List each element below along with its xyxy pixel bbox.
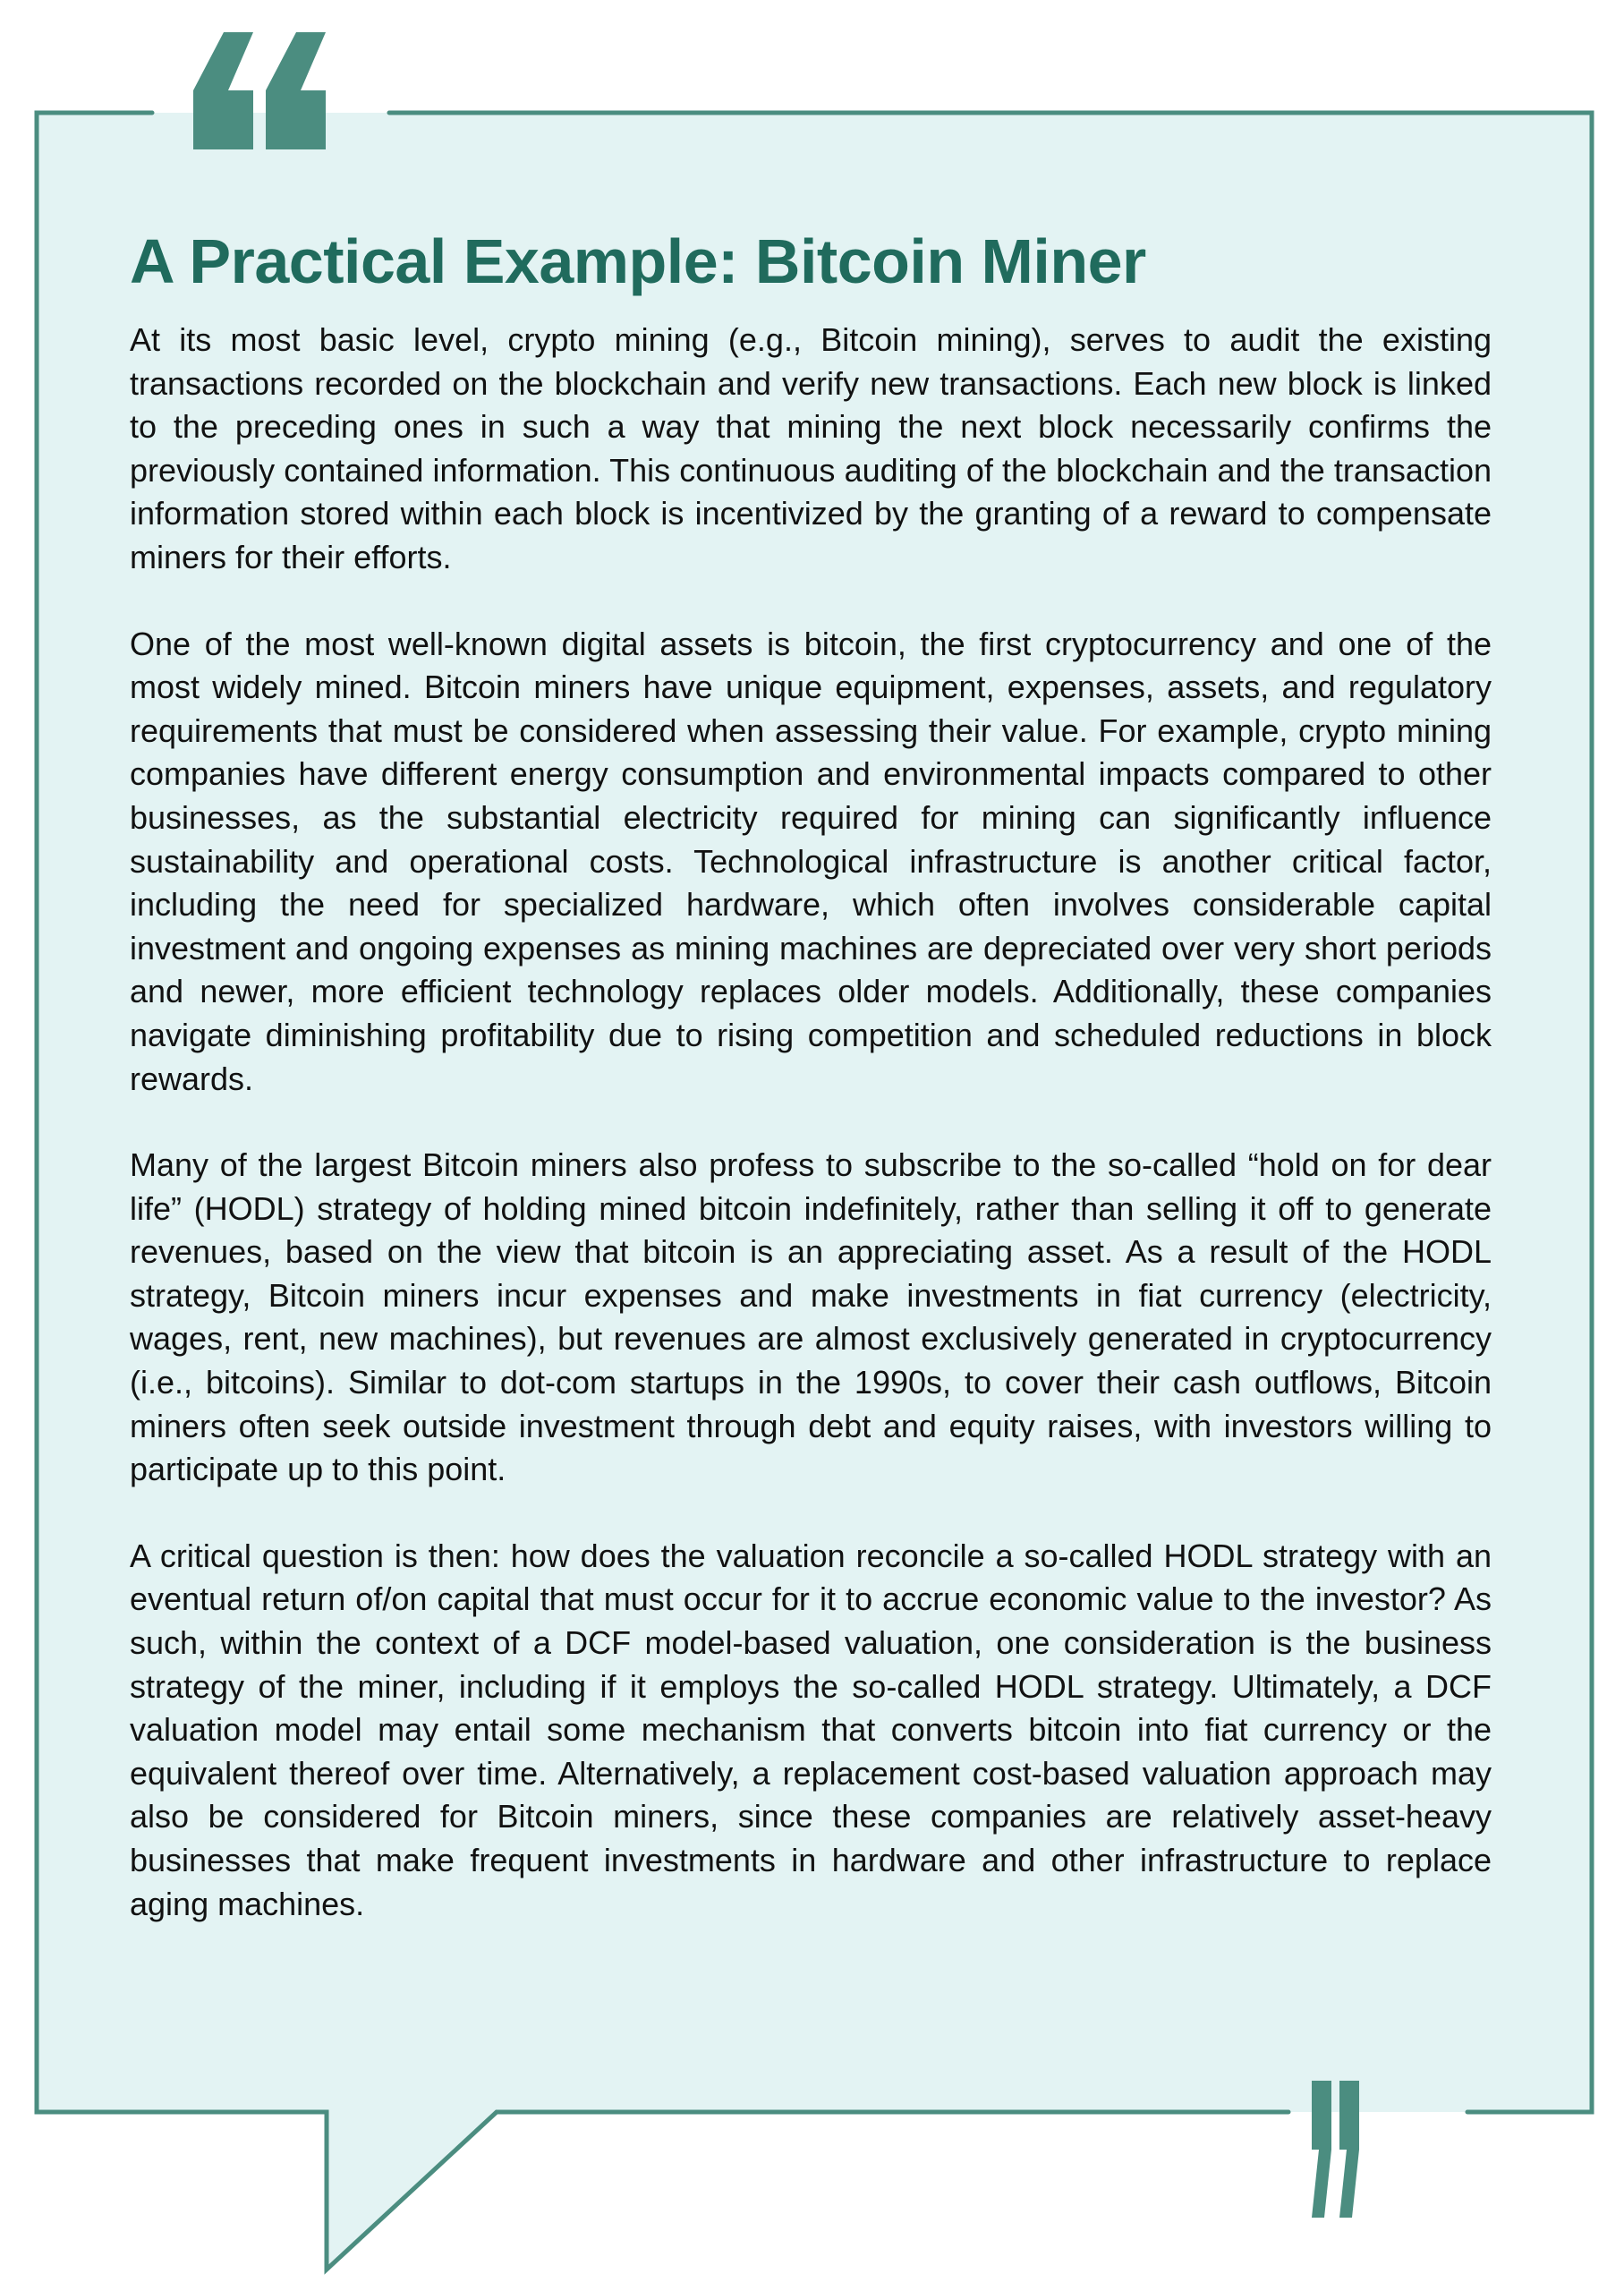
article bbox=[130, 224, 1492, 1969]
paragraph-valuation-question: A critical question is then: how does the valuation reconcile a so-called HODL strategy with an eventual return of/on capital that must occur for it to accrue economic value to the investor? As such, within the context of a DCF model-based valuation, one consideration is the business strategy of the miner, including if it employs the so-called HODL strategy. Ultimately, a DCF valuation model may entail some mechanism that converts bitcoin into fiat currency or the equivalent thereof over time. Alternatively, a replacement cost-based valuation approach may also be considered for Bitcoin miners, since these companies are relatively asset-heavy businesses that make frequent investments in hardware and other infrastructure to replace aging machines. bbox=[130, 1537, 1492, 1922]
paragraph-mining-basics: At its most basic level, crypto mining (e.g., Bitcoin mining), serves to audit the existing transactions recorded on the blockchain and verify new transactions. Each new block is linked to the preceding ones in such a way that mining the next block necessarily confirms the previously contained information. This continuous auditing of the blockchain and the transaction information stored within each block is incentivized by the granting of a reward to compensate miners for their efforts. bbox=[130, 321, 1492, 575]
paragraph-bitcoin-miners: One of the most well-known digital assets is bitcoin, the first cryptocurrency and one of the most widely mined. Bitcoin miners have unique equipment, expenses, assets, and regulatory requirements that must be considered when assessing their value. For example, crypto mining companies have different energy consumption and environmental impacts compared to other businesses, as the substantial electricity required for mining can significantly influence sustainability and operational costs. Technological infrastructure is another critical factor, including the need for specialized hardware, which often involves considerable capital investment and ongoing expenses as mining machines are depreciated over very short periods and newer, more efficient technology replaces older models. Additionally, these companies navigate diminishing profitability due to rising competition and scheduled reductions in block rewards. bbox=[130, 625, 1492, 1097]
page-title: A Practical Example: Bitcoin Miner bbox=[130, 226, 1146, 296]
paragraph-hodl-strategy: Many of the largest Bitcoin miners also profess to subscribe to the so-called “hold on for dear life” (HODL) strategy of holding mined bitcoin indefinitely, rather than selling it off to generate revenues, based on the view that bitcoin is an appreciating asset. As a result of the HODL strategy, Bitcoin miners incur expenses and make investments in fiat currency (electricity, wages, rent, new machines), but revenues are almost exclusively generated in cryptocurrency (i.e., bitcoins). Similar to dot-com startups in the 1990s, to cover their cash outflows, Bitcoin miners often seek outside investment through debt and equity raises, with investors willing to participate up to this point. bbox=[130, 1146, 1492, 1488]
